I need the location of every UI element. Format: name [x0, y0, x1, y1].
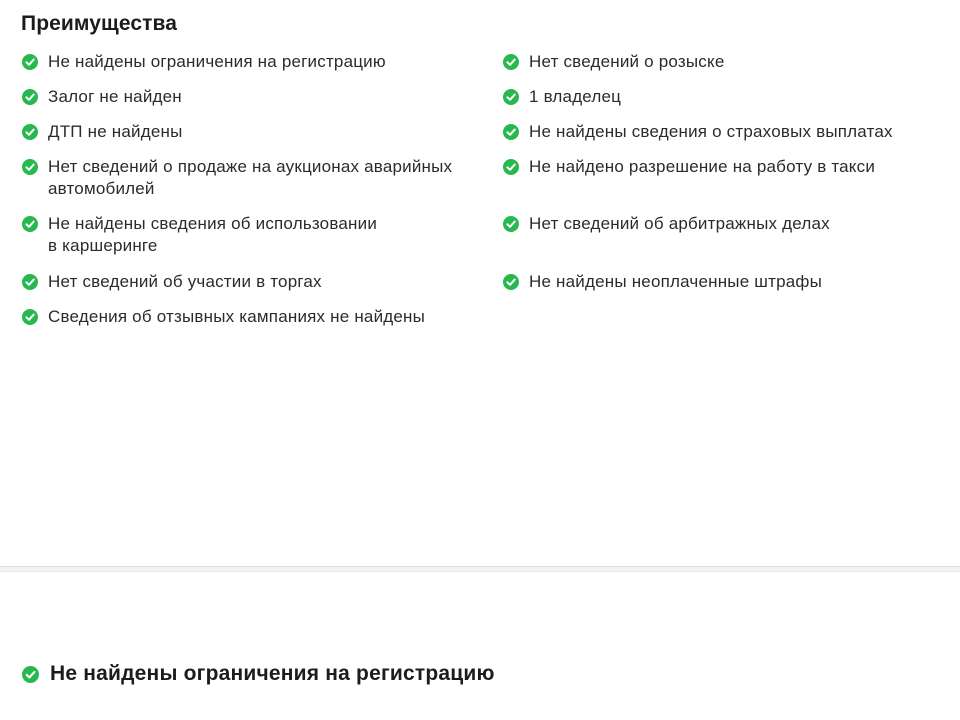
- advantage-label: Нет сведений о розыске: [529, 52, 725, 71]
- advantage-item: [503, 213, 830, 235]
- check-circle-icon: [22, 274, 38, 290]
- advantage-item: [22, 213, 377, 257]
- check-circle-icon: [22, 89, 38, 105]
- restriction-detail-section: [22, 661, 495, 687]
- check-circle-icon: [22, 124, 38, 140]
- advantage-item: [22, 306, 425, 328]
- check-circle-icon: [22, 54, 38, 70]
- advantages-title: Преимущества: [21, 12, 178, 35]
- check-circle-icon: [503, 216, 519, 232]
- check-circle-icon: [503, 54, 519, 70]
- check-circle-icon: [503, 89, 519, 105]
- advantage-label: Нет сведений о продаже на аукционах аварийных автомобилей: [48, 157, 453, 198]
- advantage-item: [503, 271, 822, 293]
- check-circle-icon: [503, 274, 519, 290]
- advantage-label: Не найдены сведения об использовании в каршеринге: [48, 214, 378, 255]
- advantage-label: 1 владелец: [529, 87, 622, 106]
- advantage-item: [503, 51, 724, 73]
- advantage-label: Нет сведений об участии в торгах: [48, 272, 322, 291]
- check-circle-icon: [22, 159, 38, 175]
- check-circle-icon: [22, 309, 38, 325]
- advantage-label: Не найдены неоплаченные штрафы: [529, 272, 823, 291]
- advantage-item: [22, 271, 322, 293]
- check-circle-icon: [22, 666, 39, 683]
- restriction-detail-title: Не найдены ограничения на регистрацию: [50, 662, 495, 685]
- advantage-item: [503, 156, 875, 178]
- advantage-label: ДТП не найдены: [48, 122, 183, 141]
- advantage-label: Не найдено разрешение на работу в такси: [529, 157, 876, 176]
- advantage-item: [503, 86, 621, 108]
- advantage-label: Не найдены сведения о страховых выплатах: [529, 122, 893, 141]
- section-divider: [0, 566, 960, 572]
- advantage-item: [22, 51, 386, 73]
- advantage-item: [22, 86, 182, 108]
- check-circle-icon: [503, 124, 519, 140]
- advantage-item: [22, 121, 183, 143]
- advantage-label: Не найдены ограничения на регистрацию: [48, 52, 386, 71]
- advantage-item: [503, 121, 893, 143]
- advantage-label: Сведения об отзывных кампаниях не найдены: [48, 307, 426, 326]
- advantage-item: [22, 156, 452, 200]
- advantage-label: Нет сведений об арбитражных делах: [529, 214, 830, 233]
- advantage-label: Залог не найден: [48, 87, 182, 106]
- check-circle-icon: [503, 159, 519, 175]
- check-circle-icon: [22, 216, 38, 232]
